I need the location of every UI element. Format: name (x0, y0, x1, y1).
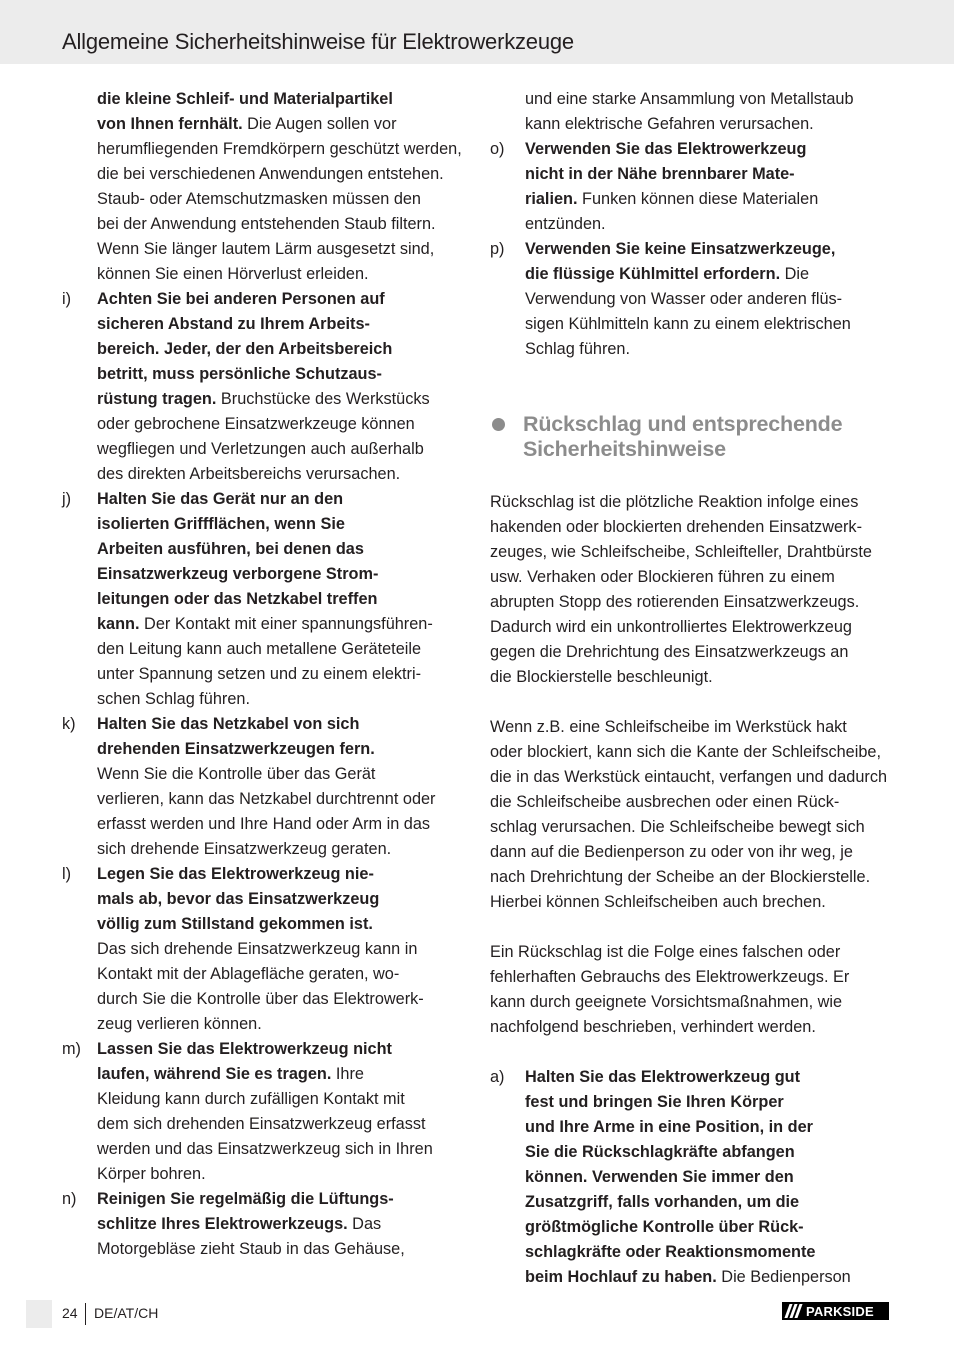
logo-stripes-icon (787, 1304, 800, 1318)
bold-line: völlig zum Stillstand gekommen ist. (97, 915, 373, 933)
bold-line: beim Hochlauf zu haben. (525, 1268, 717, 1286)
text-line: unter Spannung setzen und zu einem elektri- (97, 665, 422, 683)
page-title: Allgemeine Sicherheitshinweise für Elektrowerkzeuge (62, 29, 574, 54)
bold-line: Einsatzwerkzeug verborgene Strom- (97, 565, 379, 583)
spacer (490, 915, 894, 940)
spacer (490, 690, 894, 715)
text-line: Bruchstücke des Werkstücks (216, 390, 430, 408)
paragraph (490, 490, 894, 690)
text-line: verlieren, kann das Netzkabel durchtrennt oder (97, 790, 436, 808)
brand-name: PARKSIDE (806, 1303, 874, 1319)
item-label: o) (490, 140, 505, 158)
text-line: dem sich drehenden Einsatzwerkzeug erfasst (97, 1115, 426, 1133)
bold-line: nicht in der Nähe brennbarer Mate- (525, 165, 795, 183)
text-line: sigen Kühlmitteln kann zu einem elektrischen (525, 315, 851, 333)
text-line: Kleidung kann durch zufälligen Kontakt mit (97, 1090, 405, 1108)
list-item (490, 1065, 894, 1290)
text-line: zeuges, wie Schleifscheibe, Schleifteller, Drahtbürste (490, 543, 872, 561)
bold-line: Halten Sie das Elektrowerkzeug gut (525, 1068, 801, 1086)
spacer (490, 462, 894, 490)
bold-line: Halten Sie das Netzkabel von sich (97, 715, 360, 733)
text-line: Kontakt mit der Ablagefläche geraten, wo- (97, 965, 400, 983)
text-line: gegen die Drehrichtung des Einsatzwerkzeugs an (490, 643, 849, 661)
bold-line: mals ab, bevor das Einsatzwerkzeug (97, 890, 380, 908)
text-line: durch Sie die Kontrolle über das Elektrowerk- (97, 990, 424, 1008)
text-line: nachfolgend beschrieben, verhindert werden. (490, 1018, 816, 1036)
text-line: die kleine Schleif- und Materialpartikel (97, 90, 393, 108)
text-line: nach Drehrichtung der Scheibe an der Blockierstelle. (490, 868, 871, 886)
item-label: l) (62, 865, 72, 883)
left-column (62, 87, 466, 1262)
text-line: schen Schlag führen. (97, 690, 250, 708)
text-line: Wenn Sie länger lautem Lärm ausgesetzt sind, (97, 240, 435, 258)
bold-line: Legen Sie das Elektrowerkzeug nie- (97, 865, 374, 883)
item-label: i) (62, 290, 72, 308)
text-line: von Ihnen fernhält. (97, 115, 243, 133)
bold-line: drehenden Einsatzwerkzeugen fern. (97, 740, 375, 758)
text-line: Hierbei können Schleifscheiben auch brechen. (490, 893, 826, 911)
text-line: wegfliegen und Verletzungen auch außerhalb (97, 440, 424, 458)
text-line: Die Bedienperson (716, 1268, 851, 1286)
text-line: Der Kontakt mit einer spannungsführen- (139, 615, 433, 633)
text-line: Motorgebläse zieht Staub in das Gehäuse, (97, 1240, 405, 1258)
page-number: 24 (62, 1305, 78, 1321)
text-line: Dadurch wird ein unkontrolliertes Elektrowerkzeug (490, 618, 852, 636)
text-line: Wenn z.B. eine Schleifscheibe im Werkstück hakt (490, 718, 847, 736)
text-line: Schlag führen. (525, 340, 630, 358)
text-line: und eine starke Ansammlung von Metallstaub (525, 90, 854, 108)
region-code: DE/AT/CH (94, 1305, 159, 1321)
bold-line: bereich. Jeder, der den Arbeitsbereich (97, 340, 393, 358)
heading-line: Sicherheitshinweise (523, 437, 726, 461)
bold-line: Zusatzgriff, falls vorhanden, um die (525, 1193, 800, 1211)
text-line: Die (780, 265, 810, 283)
list-item (62, 487, 466, 712)
text-line: oder blockiert, kann sich die Kante der Schleifscheibe, (490, 743, 881, 761)
footer-marker (26, 1300, 52, 1328)
bold-line: Verwenden Sie keine Einsatzwerkzeuge, (525, 240, 836, 258)
bold-line: isolierten Griffflächen, wenn Sie (97, 515, 345, 533)
text-line: Ihre (331, 1065, 364, 1083)
text-line: kann elektrische Gefahren verursachen. (525, 115, 814, 133)
bold-line: Lassen Sie das Elektrowerkzeug nicht (97, 1040, 392, 1058)
bold-line: schlitze Ihres Elektrowerkzeugs. (97, 1215, 348, 1233)
bold-line: fest und bringen Sie Ihren Körper (525, 1093, 784, 1111)
bold-line: rüstung tragen. (97, 390, 217, 408)
bold-line: betritt, muss persönliche Schutzaus- (97, 365, 382, 383)
list-item (490, 137, 894, 237)
bold-line: größtmögliche Kontrolle über Rück- (525, 1218, 804, 1236)
heading-line: Rückschlag und entsprechende (523, 412, 843, 436)
list-item (490, 237, 894, 362)
text-line: zeug verlieren können. (97, 1015, 262, 1033)
footer-divider (85, 1303, 86, 1325)
bold-line: Reinigen Sie regelmäßig die Lüftungs- (97, 1190, 394, 1208)
bold-line: leitungen oder das Netzkabel treffen (97, 590, 378, 608)
bullet-icon (492, 418, 505, 431)
text-line: entzünden. (525, 215, 606, 233)
bold-line: und Ihre Arme in eine Position, in der (525, 1118, 813, 1136)
text-line: usw. Verhaken oder Blockieren führen zu einem (490, 568, 835, 586)
paragraph (490, 940, 894, 1040)
item-label: m) (62, 1040, 81, 1058)
intro-continuation (490, 87, 894, 137)
list-item (62, 1037, 466, 1187)
bold-line: Halten Sie das Gerät nur an den (97, 490, 344, 508)
text-line: werden und das Einsatzwerkzeug sich in Ihren (97, 1140, 433, 1158)
text-line: oder gebrochene Einsatzwerkzeuge können (97, 415, 415, 433)
item-label: j) (62, 490, 72, 508)
item-label: a) (490, 1068, 505, 1086)
intro-continuation (62, 87, 466, 287)
header-bar (0, 0, 954, 64)
text-line: erfasst werden und Ihre Hand oder Arm in das (97, 815, 431, 833)
text-line: schlag verursachen. Die Schleifscheibe bewegt sich (490, 818, 865, 836)
bold-line: schlagkräfte oder Reaktionsmomente (525, 1243, 816, 1261)
text-line: abrupten Stopp des rotierenden Einsatzwerkzeugs. (490, 593, 860, 611)
text-line: die in das Werkstück eintaucht, verfangen und dadurch (490, 768, 888, 786)
text-line: die bei verschiedenen Anwendungen entstehen. (97, 165, 444, 183)
text-line: die Schleifscheibe ausbrechen oder einen Rück- (490, 793, 840, 811)
right-column (490, 87, 894, 1290)
bold-line: rialien. (525, 190, 578, 208)
text-line: Das (347, 1215, 382, 1233)
bold-line: können. Verwenden Sie immer den (525, 1168, 794, 1186)
bold-line: die flüssige Kühlmittel erfordern. (525, 265, 781, 283)
text-line: Ein Rückschlag ist die Folge eines falschen oder (490, 943, 841, 961)
item-label: p) (490, 240, 505, 258)
parkside-logo (782, 1302, 889, 1320)
text-line: bei der Anwendung entstehenden Staub filtern. (97, 215, 436, 233)
text-line: den Leitung kann auch metallene Geräteteile (97, 640, 422, 658)
list-item (62, 862, 466, 1037)
text-line: Die Augen sollen vor (242, 115, 397, 133)
bold-line: Verwenden Sie das Elektrowerkzeug (525, 140, 807, 158)
paragraph (490, 715, 894, 915)
text-line: hakenden oder blockierten drehenden Einsatzwerk- (490, 518, 862, 536)
text-line: Staub- oder Atemschutzmasken müssen den (97, 190, 421, 208)
text-line: Rückschlag ist die plötzliche Reaktion infolge eines (490, 493, 859, 511)
bold-line: laufen, während Sie es tragen. (97, 1065, 332, 1083)
text-line: können Sie einen Hörverlust erleiden. (97, 265, 369, 283)
text-line: herumfliegenden Fremdkörpern geschützt werden, (97, 140, 462, 158)
list-item (62, 287, 466, 487)
bold-line: Sie die Rückschlagkräfte abfangen (525, 1143, 795, 1161)
text-line: sich drehende Einsatzwerkzeug geraten. (97, 840, 392, 858)
text-line: des direkten Arbeitsbereichs verursachen. (97, 465, 401, 483)
bold-line: Achten Sie bei anderen Personen auf (97, 290, 385, 308)
spacer (490, 1040, 894, 1065)
list-item (62, 1187, 466, 1262)
text-line: kann durch geeignete Vorsichtsmaßnahmen, wie (490, 993, 843, 1011)
text-line: die Blockierstelle beschleunigt. (490, 668, 713, 686)
bold-line: Arbeiten ausführen, bei denen das (97, 540, 364, 558)
text-line: fehlerhaften Gebrauchs des Elektrowerkzeugs. Er (490, 968, 850, 986)
bold-line: sicheren Abstand zu Ihrem Arbeits- (97, 315, 370, 333)
text-line: Wenn Sie die Kontrolle über das Gerät (97, 765, 376, 783)
text-line: Das sich drehende Einsatzwerkzeug kann in (97, 940, 418, 958)
text-line: Funken können diese Materialen (577, 190, 819, 208)
bold-line: kann. (97, 615, 140, 633)
text-line: Körper bohren. (97, 1165, 206, 1183)
section-heading (490, 412, 894, 462)
item-label: k) (62, 715, 76, 733)
item-label: n) (62, 1190, 77, 1208)
text-line: dann auf die Bedienperson zu oder von ihr weg, je (490, 843, 853, 861)
spacer (490, 362, 894, 412)
list-item (62, 712, 466, 862)
text-line: Verwendung von Wasser oder anderen flüs- (525, 290, 843, 308)
